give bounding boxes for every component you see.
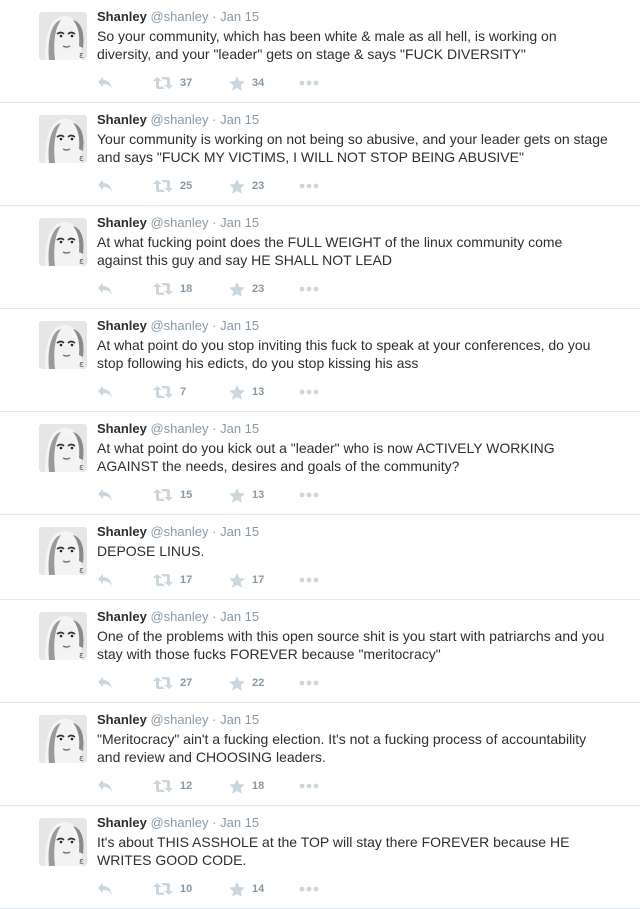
more-options-button[interactable] (299, 492, 319, 498)
tweet-content (97, 711, 610, 766)
tweet[interactable] (0, 600, 640, 703)
tweet[interactable] (0, 0, 640, 103)
svg-text:ε: ε (79, 857, 84, 866)
more-options-button[interactable] (299, 577, 319, 583)
reply-button[interactable] (97, 779, 153, 793)
retweet-count: 10 (180, 883, 193, 895)
tweet-content (97, 214, 610, 269)
author-handle[interactable]: @shanley (150, 609, 209, 624)
reply-button[interactable] (97, 488, 153, 502)
retweet-icon (153, 179, 173, 193)
author-handle[interactable]: @shanley (150, 815, 209, 830)
reply-icon (97, 385, 113, 399)
tweet-actions (97, 487, 319, 503)
svg-text:ε: ε (79, 754, 84, 763)
more-dots-icon (299, 389, 319, 395)
author-name[interactable]: Shanley (97, 112, 147, 127)
reply-icon (97, 282, 113, 296)
star-icon (229, 385, 245, 400)
author-name[interactable]: Shanley (97, 318, 147, 333)
favorite-button[interactable] (229, 179, 299, 194)
retweet-icon (153, 676, 173, 690)
tweet-header (97, 608, 610, 625)
header-separator: · (212, 112, 217, 127)
author-name[interactable]: Shanley (97, 9, 147, 24)
author-name[interactable]: Shanley (97, 609, 147, 624)
svg-text:ε: ε (79, 257, 84, 266)
tweet-actions (97, 572, 319, 588)
tweet-header (97, 711, 610, 728)
reply-icon (97, 76, 113, 90)
tweet[interactable] (0, 515, 640, 600)
reply-icon (97, 488, 113, 502)
favorite-button[interactable] (229, 676, 299, 691)
reply-button[interactable] (97, 385, 153, 399)
tweet-actions (97, 75, 319, 91)
avatar[interactable] (39, 818, 87, 866)
retweet-count: 25 (180, 180, 193, 192)
favorite-count: 13 (252, 489, 265, 501)
favorite-button[interactable] (229, 76, 299, 91)
author-name[interactable]: Shanley (97, 421, 147, 436)
avatar-portrait-icon (39, 715, 87, 763)
tweet-actions (97, 281, 319, 297)
svg-text:ε: ε (79, 463, 84, 472)
tweet[interactable] (0, 206, 640, 309)
tweet[interactable] (0, 309, 640, 412)
author-handle[interactable]: @shanley (150, 9, 209, 24)
favorite-count: 14 (252, 883, 265, 895)
reply-button[interactable] (97, 573, 153, 587)
timestamp-link[interactable]: Jan 15 (220, 712, 260, 727)
tweet-content (97, 608, 610, 663)
more-options-button[interactable] (299, 389, 319, 395)
tweet-header (97, 214, 610, 231)
favorite-button[interactable] (229, 779, 299, 794)
favorite-button[interactable] (229, 488, 299, 503)
timestamp-link[interactable]: Jan 15 (220, 421, 260, 436)
more-dots-icon (299, 183, 319, 189)
header-separator: · (212, 609, 217, 624)
favorite-count: 34 (252, 77, 265, 89)
star-icon (229, 573, 245, 588)
avatar[interactable] (39, 115, 87, 163)
star-icon (229, 882, 245, 897)
author-handle[interactable]: @shanley (150, 318, 209, 333)
author-name[interactable]: Shanley (97, 815, 147, 830)
star-icon (229, 488, 245, 503)
retweet-count: 7 (180, 386, 187, 398)
svg-text:ε: ε (79, 566, 84, 575)
svg-text:ε: ε (79, 360, 84, 369)
tweet-text: At what point do you stop inviting this fuck to speak at your conferences, do you stop following his edicts, do you stop kissing his ass (97, 337, 591, 371)
tweet-header (97, 8, 610, 25)
tweet-content (97, 523, 610, 560)
tweet-text: So your community, which has been white & male as all hell, is working on diversity, and your "leader" gets on stage & says "FUCK DIVERSITY" (97, 28, 557, 62)
reply-button[interactable] (97, 676, 153, 690)
tweet[interactable] (0, 412, 640, 515)
header-separator: · (212, 9, 217, 24)
star-icon (229, 779, 245, 794)
more-options-button[interactable] (299, 886, 319, 892)
avatar-portrait-icon (39, 424, 87, 472)
tweet-content (97, 317, 610, 372)
tweet-text: At what fucking point does the FULL WEIGHT of the linux community come against this guy and say HE SHALL NOT LEAD (97, 234, 563, 268)
retweet-button[interactable] (153, 676, 229, 690)
retweet-button[interactable] (153, 76, 229, 90)
svg-text:ε: ε (79, 154, 84, 163)
avatar[interactable] (39, 12, 87, 60)
retweet-icon (153, 573, 173, 587)
favorite-count: 22 (252, 677, 265, 689)
retweet-count: 27 (180, 677, 193, 689)
tweet[interactable] (0, 703, 640, 806)
avatar[interactable] (39, 715, 87, 763)
star-icon (229, 179, 245, 194)
avatar-portrait-icon (39, 818, 87, 866)
tweet-text: Your community is working on not being so abusive, and your leader gets on stage and says "FUCK MY VICTIMS, I WILL NOT STOP BEING ABUSIVE" (97, 131, 608, 165)
more-dots-icon (299, 577, 319, 583)
more-options-button[interactable] (299, 680, 319, 686)
tweet-content (97, 8, 610, 63)
more-options-button[interactable] (299, 783, 319, 789)
retweet-button[interactable] (153, 282, 229, 296)
favorite-button[interactable] (229, 882, 299, 897)
reply-button[interactable] (97, 282, 153, 296)
avatar[interactable] (39, 612, 87, 660)
timestamp-link[interactable]: Jan 15 (220, 524, 260, 539)
reply-icon (97, 779, 113, 793)
retweet-icon (153, 882, 173, 896)
tweet-actions (97, 778, 319, 794)
more-options-button[interactable] (299, 286, 319, 292)
header-separator: · (212, 712, 217, 727)
tweet-content (97, 111, 610, 166)
tweet-actions (97, 881, 319, 897)
timestamp-link[interactable]: Jan 15 (220, 609, 260, 624)
avatar-portrait-icon (39, 12, 87, 60)
more-options-button[interactable] (299, 80, 319, 86)
retweet-count: 15 (180, 489, 193, 501)
retweet-button[interactable] (153, 882, 229, 896)
favorite-count: 17 (252, 574, 265, 586)
star-icon (229, 76, 245, 91)
avatar-portrait-icon (39, 218, 87, 266)
author-name[interactable]: Shanley (97, 215, 147, 230)
avatar[interactable] (39, 218, 87, 266)
more-dots-icon (299, 286, 319, 292)
tweet-actions (97, 675, 319, 691)
avatar[interactable] (39, 527, 87, 575)
star-icon (229, 676, 245, 691)
favorite-button[interactable] (229, 282, 299, 297)
author-handle[interactable]: @shanley (150, 524, 209, 539)
timestamp-link[interactable]: Jan 15 (220, 112, 260, 127)
header-separator: · (212, 318, 217, 333)
retweet-button[interactable] (153, 179, 229, 193)
tweet-actions (97, 178, 319, 194)
favorite-count: 18 (252, 780, 265, 792)
author-handle[interactable]: @shanley (150, 712, 209, 727)
more-options-button[interactable] (299, 183, 319, 189)
tweet-header (97, 420, 610, 437)
author-handle[interactable]: @shanley (150, 421, 209, 436)
more-dots-icon (299, 492, 319, 498)
reply-button[interactable] (97, 882, 153, 896)
tweet-text: "Meritocracy" ain't a fucking election. It's not a fucking process of accountability and review and CHOOSING leaders. (97, 731, 587, 765)
retweet-icon (153, 488, 173, 502)
avatar-portrait-icon (39, 527, 87, 575)
tweet-content (97, 420, 610, 475)
reply-button[interactable] (97, 179, 153, 193)
avatar-portrait-icon (39, 115, 87, 163)
author-name[interactable]: Shanley (97, 524, 147, 539)
reply-icon (97, 676, 113, 690)
retweet-icon (153, 76, 173, 90)
retweet-count: 37 (180, 77, 193, 89)
retweet-button[interactable] (153, 779, 229, 793)
tweet[interactable] (0, 806, 640, 909)
timestamp-link[interactable]: Jan 15 (220, 9, 260, 24)
header-separator: · (212, 815, 217, 830)
tweet-text: At what point do you kick out a "leader" who is now ACTIVELY WORKING AGAINST the needs, desires and goals of the community? (97, 440, 555, 474)
retweet-button[interactable] (153, 385, 229, 399)
favorite-button[interactable] (229, 573, 299, 588)
retweet-icon (153, 779, 173, 793)
star-icon (229, 282, 245, 297)
author-handle[interactable]: @shanley (150, 112, 209, 127)
svg-text:ε: ε (79, 51, 84, 60)
header-separator: · (212, 524, 217, 539)
tweet-content (97, 814, 610, 869)
reply-icon (97, 573, 113, 587)
avatar-portrait-icon (39, 612, 87, 660)
more-dots-icon (299, 680, 319, 686)
reply-icon (97, 882, 113, 896)
retweet-icon (153, 385, 173, 399)
favorite-count: 23 (252, 283, 265, 295)
timestamp-link[interactable]: Jan 15 (220, 318, 260, 333)
reply-icon (97, 179, 113, 193)
tweet-actions (97, 384, 319, 400)
favorite-count: 13 (252, 386, 265, 398)
more-dots-icon (299, 783, 319, 789)
tweet-header (97, 523, 610, 540)
retweet-button[interactable] (153, 573, 229, 587)
avatar[interactable] (39, 424, 87, 472)
tweet-text: It's about THIS ASSHOLE at the TOP will stay there FOREVER because HE WRITES GOOD CODE. (97, 834, 570, 868)
retweet-icon (153, 282, 173, 296)
more-dots-icon (299, 80, 319, 86)
tweet-header (97, 317, 610, 334)
tweet-text: One of the problems with this open source shit is you start with patriarchs and you stay with those fucks FOREVER because "meritocracy" (97, 628, 605, 662)
favorite-count: 23 (252, 180, 265, 192)
retweet-count: 18 (180, 283, 193, 295)
author-handle[interactable]: @shanley (150, 215, 209, 230)
tweet-header (97, 111, 610, 128)
retweet-count: 12 (180, 780, 193, 792)
retweet-count: 17 (180, 574, 193, 586)
header-separator: · (212, 215, 217, 230)
avatar-portrait-icon (39, 321, 87, 369)
more-dots-icon (299, 886, 319, 892)
timestamp-link[interactable]: Jan 15 (220, 815, 260, 830)
author-name[interactable]: Shanley (97, 712, 147, 727)
tweet-text: DEPOSE LINUS. (97, 543, 205, 559)
timestamp-link[interactable]: Jan 15 (220, 215, 260, 230)
retweet-button[interactable] (153, 488, 229, 502)
svg-text:ε: ε (79, 651, 84, 660)
header-separator: · (212, 421, 217, 436)
reply-button[interactable] (97, 76, 153, 90)
avatar[interactable] (39, 321, 87, 369)
favorite-button[interactable] (229, 385, 299, 400)
tweet[interactable] (0, 103, 640, 206)
tweet-header (97, 814, 610, 831)
